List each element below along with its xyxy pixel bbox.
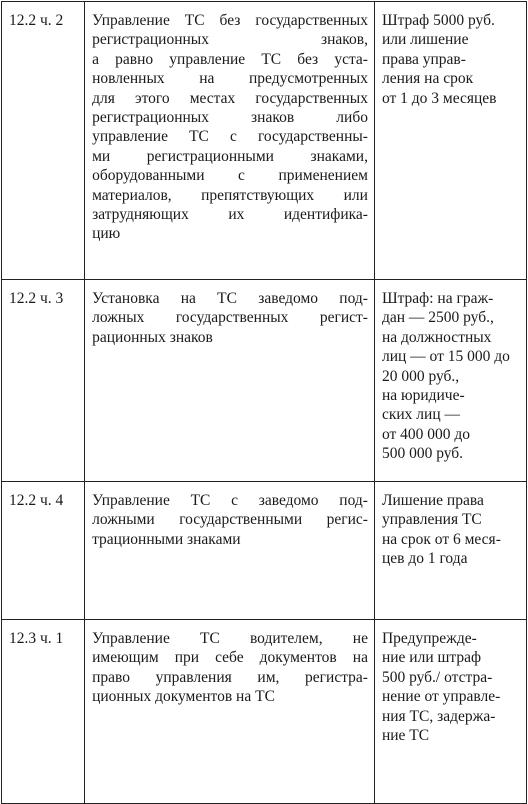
- description-line: ложных государственных регист-: [92, 309, 368, 327]
- penalty-line: лиц — от 15 000 до: [381, 348, 510, 366]
- table-row: [2, 2, 527, 280]
- article-cell: [2, 2, 85, 280]
- penalty-line: на юридиче-: [381, 387, 465, 405]
- description-line: регистрационных знаков либо: [92, 109, 368, 127]
- description-line: ционных документов на ТС: [92, 688, 275, 706]
- penalty-line: ских лиц —: [381, 406, 460, 424]
- penalty-line: Лишение права: [381, 492, 484, 509]
- penalty-line: 500 руб./ отстра-: [381, 668, 493, 686]
- description-line: трационными знаками: [92, 530, 241, 548]
- description-line: право управления им, регистра-: [92, 668, 368, 686]
- description-cell: [85, 2, 375, 280]
- penalty-line: управления ТС: [381, 511, 482, 529]
- penalty-line: на должностных: [381, 328, 492, 346]
- article-cell: [2, 620, 85, 804]
- penalty-line: или лишение: [381, 31, 469, 49]
- penalty-cell: [374, 482, 526, 620]
- description-line: оборудованными с применением: [92, 167, 368, 185]
- article-cell: [2, 280, 85, 482]
- article-number: 12.2 ч. 2: [9, 12, 64, 29]
- article-number: 12.2 ч. 3: [9, 290, 64, 307]
- description-line: ложными государственными регис-: [92, 511, 368, 529]
- description-line: для этого местах государственных: [92, 89, 368, 107]
- description-line: затрудняющих их идентифика-: [92, 206, 368, 224]
- penalties-table: [1, 1, 527, 804]
- article-cell: [2, 482, 85, 620]
- table-row: [2, 280, 527, 482]
- description-line: Управление ТС без государственных: [92, 12, 368, 29]
- penalty-line: цев до 1 года: [381, 550, 468, 568]
- penalty-line: ления на срок: [381, 70, 474, 88]
- article-number: 12.2 ч. 4: [9, 492, 64, 509]
- penalty-line: дан — 2500 руб.,: [381, 309, 494, 327]
- table-row: [2, 482, 527, 620]
- description-line: управление ТС с государственны-: [92, 128, 368, 146]
- description-line: материалов, препятствующих или: [92, 186, 368, 204]
- penalty-cell: [374, 620, 526, 804]
- penalty-line: нение от управле-: [381, 688, 501, 706]
- description-line: Управление ТС водителем, не: [92, 630, 368, 647]
- penalty-line: права управ-: [381, 50, 466, 68]
- description-line: цию: [92, 225, 121, 243]
- table-row: [2, 620, 527, 804]
- penalty-line: Штраф: на граж-: [381, 290, 494, 307]
- penalty-cell: [374, 2, 526, 280]
- description-cell: [85, 620, 375, 804]
- penalty-line: ние или штраф: [381, 649, 482, 667]
- description-line: имеющим при себе документов на: [92, 649, 368, 667]
- penalty-line: Штраф 5000 руб.: [381, 12, 495, 29]
- penalty-line: 20 000 руб.,: [381, 367, 460, 385]
- penalty-line: от 1 до 3 месяцев: [381, 89, 497, 107]
- penalty-line: ние ТС: [381, 727, 430, 745]
- description-cell: [85, 482, 375, 620]
- description-cell: [85, 280, 375, 482]
- description-line: рационных знаков: [92, 328, 213, 346]
- description-line: а равно управление ТС без уста-: [92, 50, 368, 68]
- description-line: Управление ТС с заведомо под-: [92, 492, 368, 509]
- description-line: Установка на ТС заведомо под-: [92, 290, 368, 307]
- description-line: новленных на предусмотренных: [92, 70, 368, 88]
- penalty-line: от 400 000 до: [381, 425, 471, 443]
- penalty-line: 500 000 руб.: [381, 445, 464, 463]
- penalty-line: на срок от 6 меся-: [381, 530, 501, 548]
- penalty-cell: [374, 280, 526, 482]
- penalty-line: ния ТС, задержа-: [381, 707, 496, 725]
- penalty-line: Предупрежде-: [381, 630, 477, 647]
- description-line: ми регистрационными знаками,: [92, 147, 368, 165]
- description-line: регистрационных знаков,: [92, 31, 368, 49]
- article-number: 12.3 ч. 1: [9, 630, 64, 647]
